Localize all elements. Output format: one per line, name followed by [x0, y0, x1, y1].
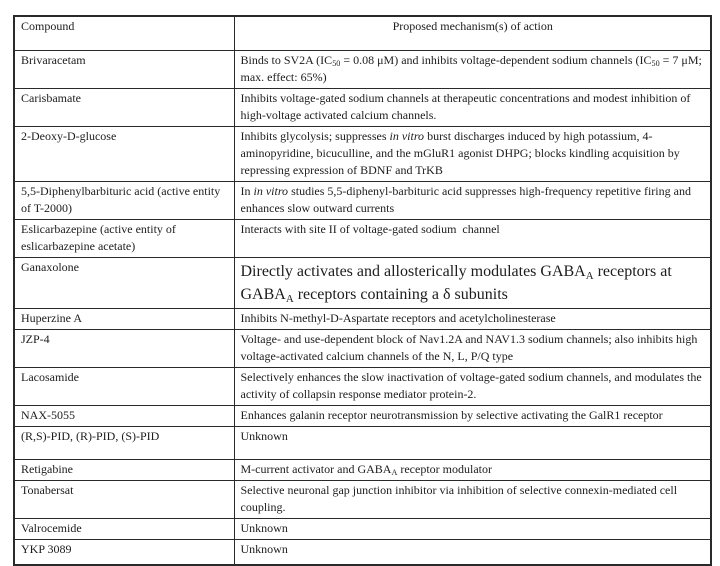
mechanism-cell: Directly activates and allosterically modulates $GABA_A$ receptors at $GABA_A$ receptors containing a δ subunits	[234, 258, 711, 309]
table-row	[14, 51, 711, 89]
column-header-compound: Compound	[14, 16, 234, 51]
mechanism-cell: Selectively enhances the slow inactivation of voltage-gated sodium channels, and modulates the activity of collapsin response mediator protein-2.	[234, 368, 711, 406]
table-row	[14, 127, 711, 182]
compound-cell: Eslicarbazepine (active entity of eslicarbazepine acetate)	[14, 220, 234, 258]
compound-cell: JZP-4	[14, 330, 234, 368]
compound-cell: YKP 3089	[14, 540, 234, 566]
table-row	[14, 258, 711, 309]
mechanism-cell: Inhibits glycolysis; suppresses in vitro burst discharges induced by high potassium, 4-aminopyridine, bicuculline, and the mGluR1 agonist DHPG; blocks kindling acquisition by repressing expression of BDNF and TrKB	[234, 127, 711, 182]
mechanism-cell: Inhibits voltage-gated sodium channels at therapeutic concentrations and modest inhibition of high-voltage activated calcium channels.	[234, 89, 711, 127]
table-row	[14, 368, 711, 406]
table-row	[14, 427, 711, 460]
mechanism-cell: Inhibits N-methyl-D-Aspartate receptors and acetylcholinesterase	[234, 309, 711, 330]
table-row	[14, 481, 711, 519]
table-row	[14, 460, 711, 481]
mechanism-cell: Unknown	[234, 427, 711, 460]
compound-cell: Carisbamate	[14, 89, 234, 127]
table-row	[14, 89, 711, 127]
mechanism-cell: Interacts with site II of voltage-gated sodium channel	[234, 220, 711, 258]
column-header-mechanism: Proposed mechanism(s) of action	[234, 16, 711, 51]
compound-cell: Tonabersat	[14, 481, 234, 519]
mechanism-cell: Binds to SV2A ($IC_{50} = 0.08$ μM) and inhibits voltage-dependent sodium channels ($IC_{50} = 7$ μM; max. effect: 65%)	[234, 51, 711, 89]
table-row	[14, 519, 711, 540]
table-row	[14, 406, 711, 427]
mechanism-cell: Unknown	[234, 519, 711, 540]
table-row	[14, 182, 711, 220]
table-body	[14, 51, 711, 566]
mechanisms-table	[13, 15, 712, 566]
compound-cell: NAX-5055	[14, 406, 234, 427]
table-row	[14, 309, 711, 330]
table-row	[14, 330, 711, 368]
mechanism-cell: Unknown	[234, 540, 711, 566]
mechanism-cell: Selective neuronal gap junction inhibitor via inhibition of selective connexin-mediated cell coupling.	[234, 481, 711, 519]
mechanism-cell: Enhances galanin receptor neurotransmission by selective activating the GalR1 receptor	[234, 406, 711, 427]
compound-cell: Huperzine A	[14, 309, 234, 330]
compound-cell: Retigabine	[14, 460, 234, 481]
mechanism-cell: M-current activator and $GABA_A$ receptor modulator	[234, 460, 711, 481]
table-row	[14, 220, 711, 258]
compound-cell: 5,5-Diphenylbarbituric acid (active entity of T-2000)	[14, 182, 234, 220]
compound-cell: Lacosamide	[14, 368, 234, 406]
compound-cell: Ganaxolone	[14, 258, 234, 309]
compound-cell: (R,S)-PID, (R)-PID, (S)-PID	[14, 427, 234, 460]
compound-cell: 2-Deoxy-D-glucose	[14, 127, 234, 182]
compound-cell: Brivaracetam	[14, 51, 234, 89]
mechanism-cell: Voltage- and use-dependent block of Nav1.2A and NAV1.3 sodium channels; also inhibits high voltage-activated calcium channels of the N, L, P/Q type	[234, 330, 711, 368]
compound-cell: Valrocemide	[14, 519, 234, 540]
header-row	[14, 16, 711, 51]
table-header	[14, 16, 711, 51]
mechanism-cell: In in vitro studies 5,5-diphenyl-barbituric acid suppresses high-frequency repetitive firing and enhances slow outward currents	[234, 182, 711, 220]
table-row	[14, 540, 711, 566]
